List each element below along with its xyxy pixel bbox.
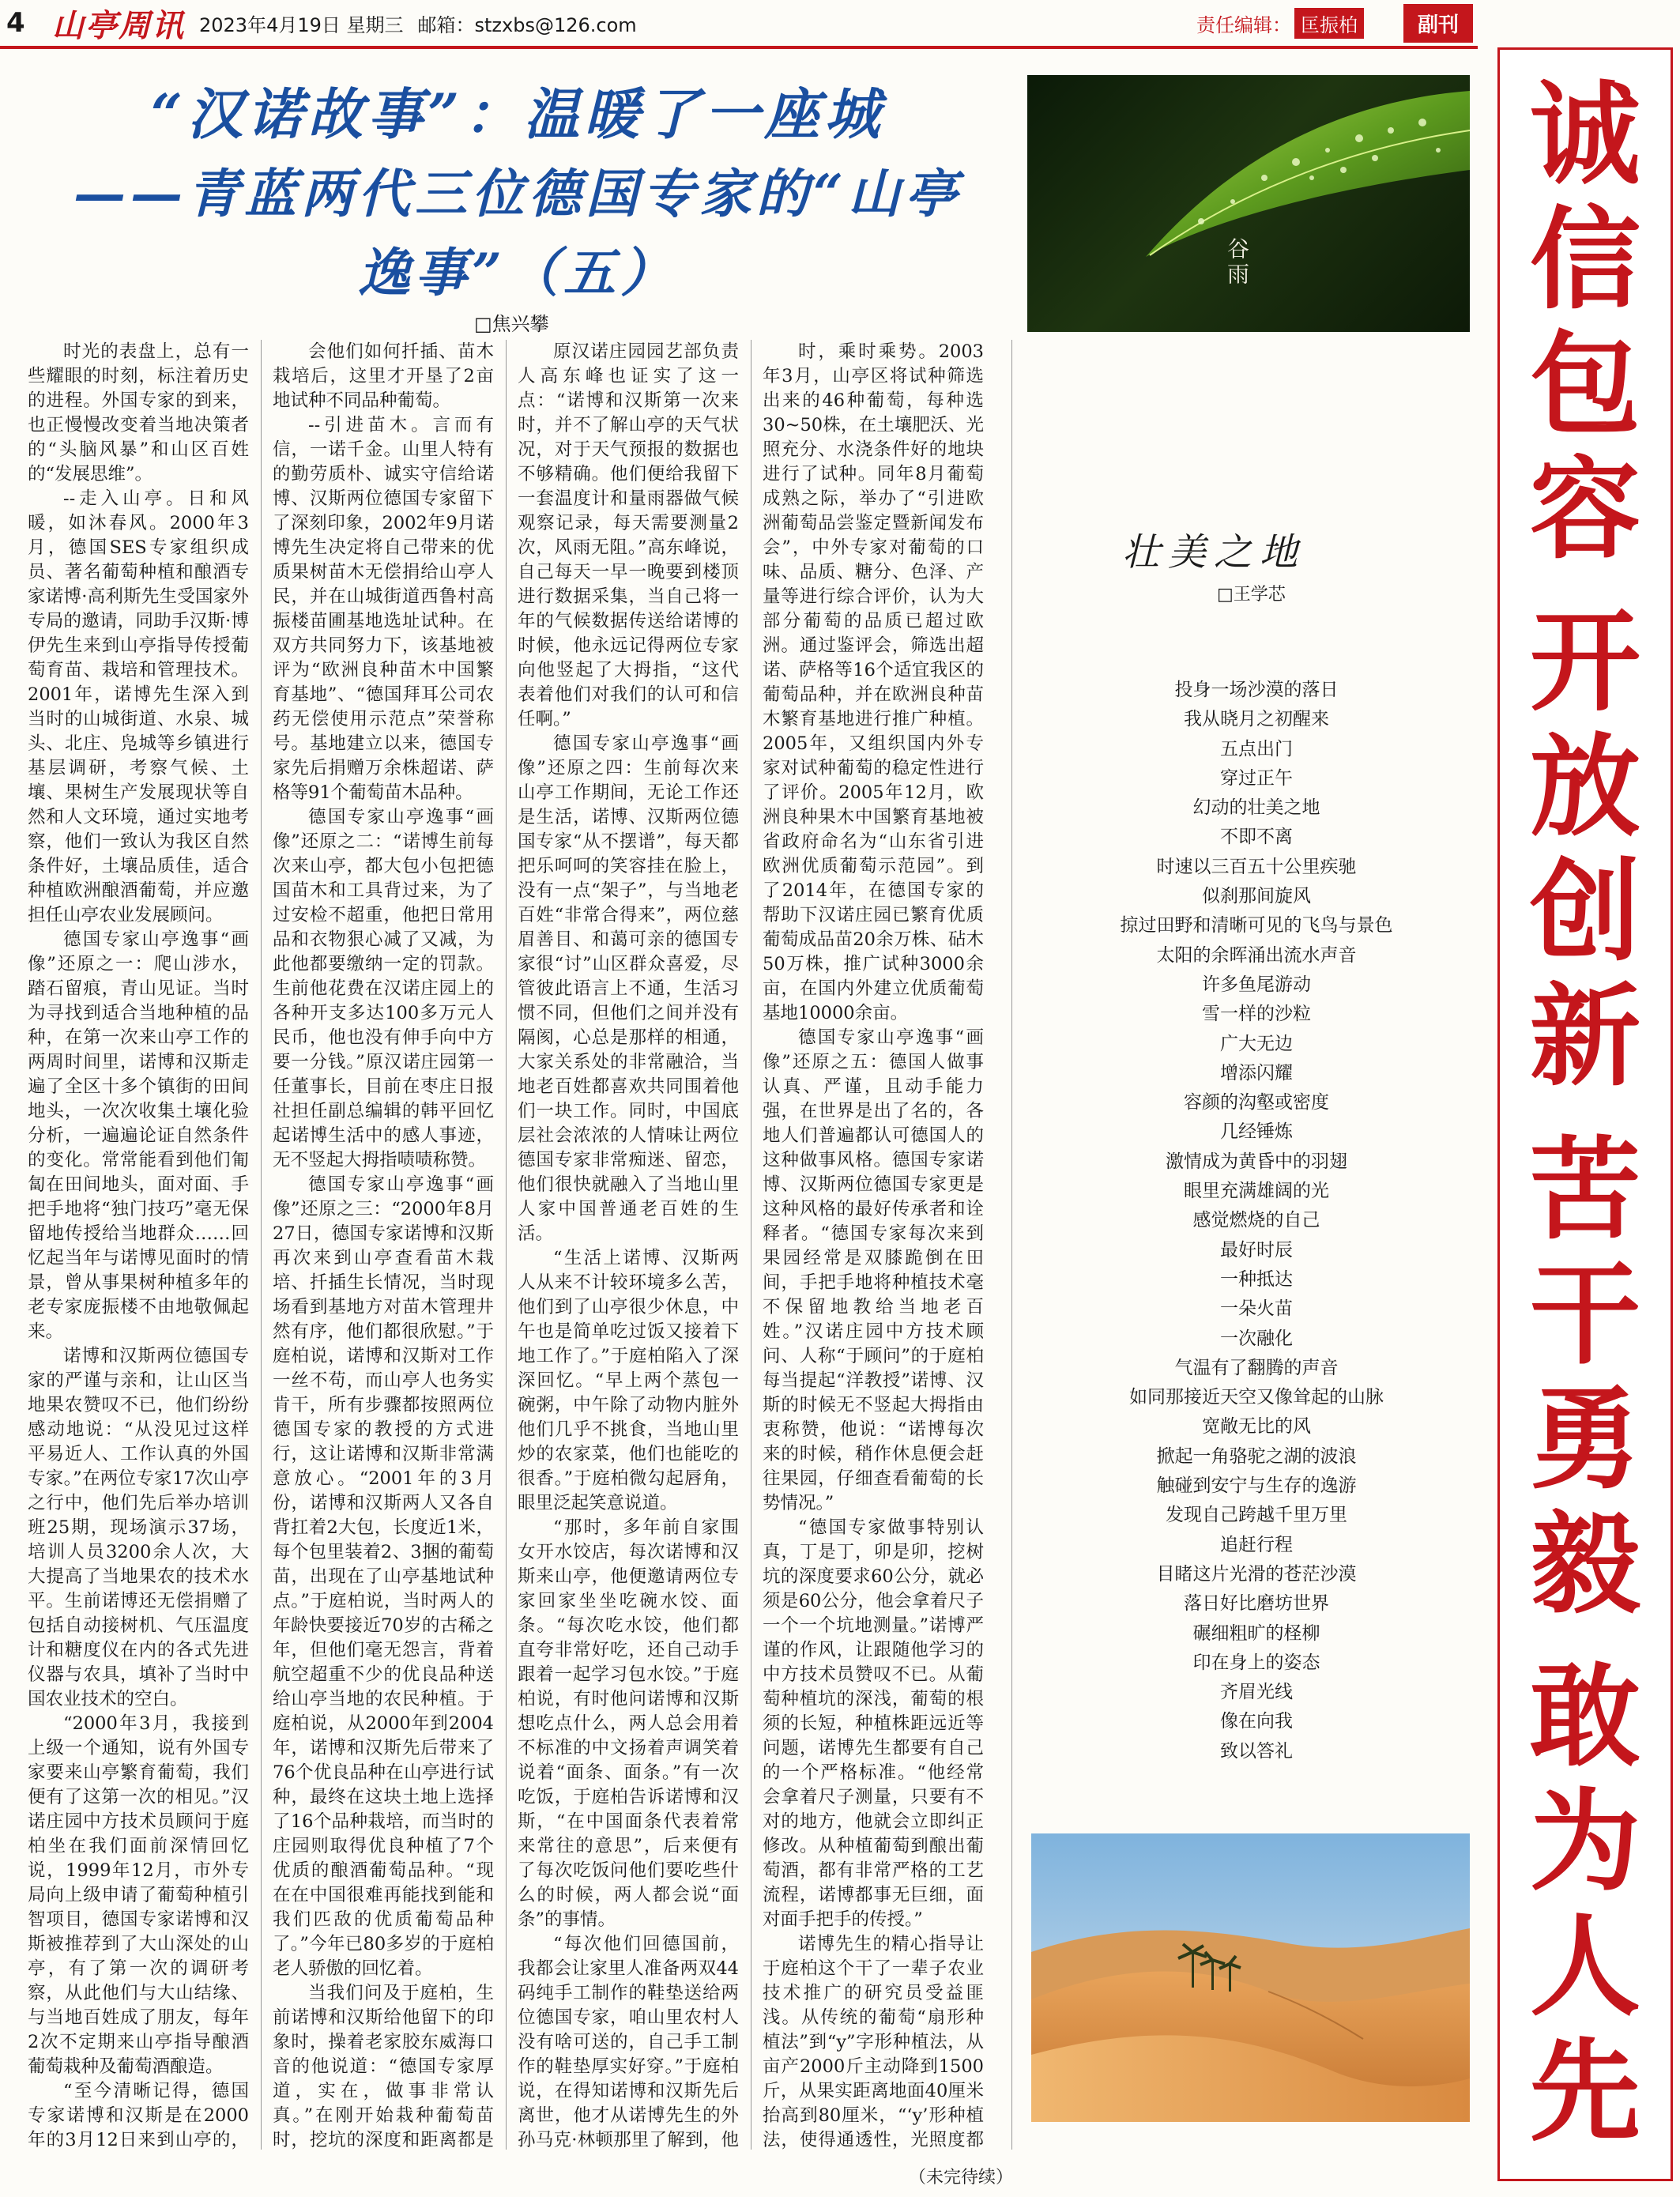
slogan-char: 敢 (1529, 1652, 1640, 1782)
solar-term-label: 谷雨 (1224, 237, 1250, 288)
slogan-char: 新 (1529, 973, 1640, 1102)
slogan-banner (1497, 47, 1673, 2181)
poem-line: 一次融化 (1220, 1328, 1293, 1349)
poem-line: 碾细粗旷的柽柳 (1192, 1622, 1320, 1644)
poem-line: 几经锤炼 (1220, 1121, 1293, 1143)
poem-line: 触碰到安宁与生存的逸游 (1156, 1475, 1357, 1497)
poem-line: 印在身上的姿态 (1192, 1652, 1320, 1673)
header-right (1196, 4, 1478, 43)
article-byline: □焦兴攀 (474, 313, 549, 335)
poem-line: 齐眉光线 (1220, 1682, 1293, 1703)
article-column-1 (28, 340, 249, 2150)
slogan-char: 毅 (1529, 1500, 1640, 1630)
article-title-line2: ——青蓝两代三位德国专家的“山亭 (73, 163, 962, 224)
article-paragraph: 诺博和汉斯两位德国专家的严谨与亲和，让山区当地果农赞叹不已，他们纷纷感动地说：“从没见过这样平易近人、工作认真的外国专家。”在两位专家17次山亭之行中，他们先后举办培训班25期，现场演示37场，培训人员3200余人次，大大提高了当地果农的技术水平。生前诺博还无偿捐赠了包括自动接树机、气压温度计和糖度仪在内的各式先进仪器与农具，填补了当时中国农业技术的空白。 (28, 1346, 249, 1709)
slogan-phrase (1530, 73, 1640, 573)
poem-line: 时速以三百五十公里疾驰 (1156, 856, 1357, 877)
poem-line: 致以答礼 (1220, 1740, 1293, 1762)
slogan-phrase (1529, 1125, 1640, 1630)
editor-name: 匡振柏 (1294, 8, 1364, 39)
poem-line: 气温有了翻腾的声音 (1174, 1357, 1339, 1378)
poem-line: 五点出门 (1220, 738, 1293, 759)
page-header (0, 0, 1478, 49)
poem-line: 眼里充满雄阔的光 (1184, 1181, 1329, 1202)
poem-line: 发现自己跨越千里万里 (1166, 1505, 1347, 1526)
article-paragraph: “德国专家做事特别认真，丁是丁，卯是卯，挖树坑的深度要求60公分，就必须是60公分，他会拿着尺子一个一个坑地测量。”诺博严谨的作风，让跟随他学习的中方技术员赞叹不已。从葡萄种植坑的深浅，葡萄的根须的长短，种植株距远近等问题，诺博先生都要有自己的一个严格标准。“他经常会拿着尺子测量，只要有不对的地方，他就会立即纠正修改。从种植葡萄到酿出葡萄酒，都有非常严格的工艺流程，诺博都事无巨细，面对面手把手的传授。” (763, 1517, 984, 1930)
slogan-text (1529, 598, 1640, 1102)
poem-line: 一朵火苗 (1220, 1298, 1293, 1320)
slogan-char: 信 (1529, 196, 1640, 325)
slogan-char: 开 (1529, 598, 1640, 728)
article-paragraph: 原汉诺庄园园艺部负责人高东峰也证实了这一点：“诺博和汉斯第一次来时，并不了解山亭的天气状况，对于天气预报的数据也不够精确。他们便给我留下一套温度计和量雨器做气候观察记录，每天需要测量2次，风雨无阻。”高东峰说，自己每天一早一晚要到楼顶进行数据采集，当自己将一年的气候数据传送给诺博的时候，他永远记得两位专家向他竖起了大拇指，“这代表着他们对我们的认可和信任啊。” (518, 341, 739, 729)
article-paragraph: 德国专家山亭逸事“画像”还原之一：爬山涉水，踏石留痕，青山见证。当时为寻找到适合当地种植的品种，在第一次来山亭工作的两周时间里，诺博和汉斯走遍了全区十多个镇街的田间地头，一次次收集土壤化验分析，一遍遍论证自然条件的变化。常常能看到他们匍匐在田间地头，面对面、手把手地将“独门技巧”毫无保留地传授给当地群众……回忆起当年与诺博见面时的情景，曾从事果树种植多年的老专家庞振楼不由地敬佩起来。 (28, 929, 249, 1342)
poem-line: 广大无边 (1220, 1033, 1293, 1054)
poem-line: 穿过正午 (1220, 767, 1293, 789)
slogan-char: 创 (1529, 848, 1640, 978)
poem-line: 宽敞无比的风 (1202, 1416, 1311, 1438)
poem-line: 掀起一角骆驼之湖的波浪 (1156, 1445, 1357, 1467)
article-column-2 (273, 340, 494, 2150)
paper-masthead: 山亭周讯 (52, 6, 185, 44)
editor-label: 责任编辑： (1196, 13, 1291, 36)
article-title (24, 75, 1011, 312)
article-paragraph: 德国专家山亭逸事“画像”还原之二：“诺博生前每次来山亭，都大包小包把德国苗木和工具背过来，为了过安检不超重，他把日常用品和衣物狠心减了又减，为此他都要缴纳一定的罚款。生前他花费在汉诺庄园上的各种开支多达100多万元人民币，他也没有伸手向中方要一分钱。”原汉诺庄园第一任董事长，目前在枣庄日报社担任副总编辑的韩平回忆起诺博生活中的感人事迹，无不竖起大拇指啧啧称赞。 (273, 807, 494, 1170)
slogan-char: 人 (1529, 1902, 1640, 2032)
slogan-phrase (1529, 598, 1640, 1102)
slogan-char: 为 (1529, 1777, 1640, 1907)
poem-line: 投身一场沙漠的落日 (1174, 680, 1339, 700)
slogan-char: 包 (1529, 321, 1640, 450)
article-title-line1: “汉诺故事”：温暖了一座城 (150, 81, 885, 147)
slogan-char: 诚 (1529, 71, 1640, 200)
slogan-text (1529, 1652, 1640, 2157)
section-tag: 副刊 (1403, 4, 1473, 43)
poem-line: 激情成为黄昏中的羽翅 (1166, 1151, 1347, 1172)
email-address: 邮箱：stzxbs@126.com (417, 13, 637, 36)
issue-date: 2023年4月19日 星期三 (199, 13, 404, 36)
poem-line: 如同那接近天空又像耸起的山脉 (1129, 1387, 1384, 1408)
column-divider (506, 340, 507, 2150)
column-divider (261, 340, 262, 2150)
article-paragraph: “每次他们回德国前，我都会让家里人准备两双44码纯手工制作的鞋垫送给两位德国专家，咱山里农村人没有啥可送的，自己手工制作的鞋垫厚实好穿。”于庭柏说，在得知诺博和汉斯先后离世，他才从诺博先生的外孙马克·林顿那里了解到，他 (518, 1934, 739, 2150)
article-paragraph: --走入山亭。日和风暖，如沐春风。2000年3月，德国SES专家组织成员、著名葡萄种植和酿酒专家诺博·高利斯先生受国家外专局的邀请，同助手汉斯·博伊先生来到山亭指导传授葡萄育苗、栽培和管理技术。2001年，诺博先生深入到当时的山城街道、水泉、城头、北庄、凫城等乡镇进行基层调研，考察气候、土壤、果树生产发展现状等自然和人文环境，通过实地考察，他们一致认为我区自然条件好，土壤品质佳，适合种植欧洲酿酒葡萄，并应邀担任山亭农业发展顾问。 (28, 488, 249, 925)
article-paragraph: 德国专家山亭逸事“画像”还原之五：德国人做事认真、严谨，且动手能力强，在世界是出了名的，各地人们普遍都认可德国人的这种做事风格。德国专家诺博、汉斯两位德国专家更是这种风格的最好传承者和诠释者。“德国专家每次来到果园经常是双膝跪倒在田间，手把手地将种植技术毫不保留地教给当地老百姓。”汉诺庄园中方技术顾问、人称“于顾问”的于庭柏每当提起“洋教授”诺博、汉斯的时候无不竖起大拇指由衷称赞，他说：“诺博每次来的时候，稍作休息便会赶往果园，仔细查看葡萄的长势情况。” (763, 1027, 984, 1513)
poem-line: 雪一样的沙粒 (1202, 1004, 1311, 1025)
slogan-char: 苦 (1529, 1125, 1640, 1255)
poem-line: 似刹那间旋风 (1202, 886, 1311, 907)
poem-line: 最好时辰 (1220, 1239, 1293, 1261)
desert-image (1031, 1833, 1470, 2122)
poem-author: □王学芯 (1217, 585, 1286, 605)
to-be-continued: （未完待续） (909, 2168, 1014, 2188)
poem-line: 像在向我 (1220, 1711, 1293, 1732)
page-number: 4 (6, 7, 25, 39)
article-paragraph: 时，乘时乘势。2003年3月，山亭区将试种筛选出来的46种葡萄，每种选30~50株，在土壤肥沃、光照充分、水浇条件好的地块进行了试种。同年8月葡萄成熟之际，举办了“引进欧洲葡萄品尝鉴定暨新闻发布会”，中外专家对葡萄的口味、品质、糖分、色泽、产量等进行综合评价，认为大部分葡萄的品质已超过欧洲。通过鉴评会，筛选出超诺、萨格等16个适宜我区的葡萄品种，并在欧洲良种苗木繁育基地进行推广种植。2005年，又组织国内外专家对试种葡萄的稳定性进行了评价。2005年12月，欧洲良种果木中国繁育基地被省政府命名为“山东省引进欧洲优质葡萄示范园”。到了2014年，在德国专家的帮助下汉诺庄园已繁育优质葡萄成品苗20余万株、砧木50万株，推广试种3000余亩，在国内外建立优质葡萄基地10000余亩。 (763, 341, 984, 1023)
poem-line: 不即不离 (1220, 827, 1293, 848)
poem-line: 感觉燃烧的自己 (1192, 1210, 1320, 1231)
slogan-char: 放 (1529, 723, 1640, 853)
article-paragraph: “2000年3月，我接到上级一个通知，说有外国专家要来山亭繁育葡萄，我们便有了这第一次的相见。”汉诺庄园中方技术员顾问于庭柏坐在我们面前深情回忆说，1999年12月，市外专局向上级申请了葡萄种植引智项目，德国专家诺博和汉斯被推荐到了大山深处的山亭，有了第一次的调研考察，从此他们与大山结缘、与当地百姓成了朋友，每年2次不定期来山亭指导酿酒葡萄栽种及葡萄酒酿造。 (28, 1713, 249, 2077)
poem-line: 追赶行程 (1220, 1534, 1293, 1555)
poem-line: 我从晓月之初醒来 (1184, 709, 1329, 730)
article-paragraph: 时光的表盘上，总有一些耀眼的时刻，标注着历史的进程。外国专家的到来，也正慢慢改变着当地决策者的“头脑风暴”和山区百姓的“发展思维”。 (28, 341, 249, 484)
article-column-3 (518, 340, 739, 2150)
slogan-text (1530, 73, 1640, 573)
article-paragraph: --引进苗木。言而有信，一诺千金。山里人特有的勤劳质朴、诚实守信给诺博、汉斯两位德国专家留下了深刻印象，2002年9月诺博先生决定将自己带来的优质果树苗木无偿捐给山亭人民，并在山城街道西鲁村高振楼苗圃基地选址试种。在双方共同努力下，该基地被评为“欧洲良种苗木中国繁育基地”、“德国拜耳公司农药无偿使用示范点”荣誉称号。基地建立以来，德国专家先后捐赠万余株超诺、萨格等91个葡萄苗木品种。 (273, 415, 494, 803)
slogan-text (1529, 1125, 1640, 1630)
article-column-4 (763, 340, 984, 2150)
article-paragraph: “生活上诺博、汉斯两人从来不计较环境多么苦，他们到了山亭很少休息，中午也是简单吃过饭又接着下地工作了。”于庭柏陷入了深深回忆。“早上两个蒸包一碗粥，中午除了动物内脏外他们几乎不挑食，当地山里炒的农家菜，他们也能吃的很香。”于庭柏微勾起唇角，眼里泛起笑意说道。 (518, 1248, 739, 1513)
poem-body (1059, 676, 1454, 1766)
article-paragraph: 诺博先生的精心指导让于庭柏这个干了一辈子农业技术推广的研究员受益匪浅。从传统的葡萄“扇形种植法”到“y”字形种植法，从亩产2000斤主动降到1500斤，从果实距离地面40厘米抬高到80厘米，“‘y’形种植法，使得通透性，光照度都 (763, 1934, 984, 2150)
leaf-raindrop-image (1027, 75, 1470, 332)
poem-line: 掠过田野和清晰可见的飞鸟与景色 (1120, 915, 1393, 936)
poem-line: 容颜的沟壑或密度 (1184, 1092, 1329, 1114)
poem-line: 太阳的余晖涌出流水声音 (1156, 944, 1357, 966)
poem-line: 幻动的壮美之地 (1192, 797, 1320, 819)
poem-title: 壮美之地 (1122, 530, 1306, 575)
article-paragraph: “那时，多年前自家围女开水饺店，每次诺博和汉斯来山亭，他便邀请两位专家回家坐坐吃碗水饺、面条。“每次吃水饺，他们都直夸非常好吃，还自己动手跟着一起学习包水饺。”于庭柏说，有时他问诺博和汉斯想吃点什么，两人总会用着不标准的中文扬着声调笑着说着“面条、面条。”有一次吃饭，于庭柏告诉诺博和汉斯，“在中国面条代表着常来常往的意思”，后来便有了每次吃饭问他们要吃些什么的时候，两人都会说“面条”的事情。 (518, 1517, 739, 1930)
slogan-char: 勇 (1529, 1375, 1640, 1505)
article-paragraph: 当我们问及于庭柏，生前诺博和汉斯给他留下的印象时，操着老家胶东威海口音的他说道：“德国专家厚道，实在，做事非常认真。”在刚开始栽种葡萄苗时，挖坑的深度和距离都是 (273, 1983, 494, 2150)
article-paragraph: 会他们如何扦插、苗木栽培后，这里才开垦了2亩地试种不同品种葡萄。 (273, 341, 494, 411)
article-title-line3: 逸事”（五） (358, 242, 677, 303)
slogan-char: 干 (1529, 1250, 1640, 1380)
article-paragraph: 德国专家山亭逸事“画像”还原之三：“2000年8月27日，德国专家诺博和汉斯再次来到山亭查看苗木栽培、扦插生长情况，当时现场看到基地方对苗木管理井然有序，他们都很欣慰。”于庭柏说，诺博和汉斯对工作一丝不苟，而山亭人也务实肯干，所有步骤都按照两位德国专家的教授的方式进行，这让诺博和汉斯非常满意放心。“2001年的3月份，诺博和汉斯两人又各自背扛着2大包，长度近1米，每个包里装着2、3捆的葡萄苗，出现在了山亭基地试种点。”于庭柏说，当时两人的年龄快要接近70岁的古稀之年，但他们毫无怨言，背着航空超重不少的优良品种送给山亭当地的农民种植。于庭柏说，从2000年到2004年，诺博和汉斯先后带来了76个优良品种在山亭进行试种，最终在这块土地上选择了16个品种栽培，而当时的庄园则取得优良种植了7个优质的酿酒葡萄品种。“现在在中国很难再能找到能和我们匹敌的优质葡萄品种了。”今年已80多岁的于庭柏老人骄傲的回忆着。 (273, 1174, 494, 1979)
article-paragraph: “至今清晰记得，德国专家诺博和汉斯是在2000年的3月12日来到山亭的， (28, 2081, 249, 2150)
article-paragraph: 德国专家山亭逸事“画像”还原之四：生前每次来山亭工作期间，无论工作还是生活，诺博、汉斯两位德国专家“从不摆谱”，每天都把乐呵呵的笑容挂在脸上，没有一点“架子”，与当地老百姓“非常合得来”，两位慈眉善目、和蔼可亲的德国专家很“讨”山区群众喜爱，尽管彼此语言上不通，生活习惯不同，但他们之间并没有隔阂，心总是那样的相通，大家关系处的非常融洽，当地老百姓都喜欢共同围着他们一块工作。同时，中国底层社会浓浓的人情味让两位德国专家非常痴迷、留恋，他们很快就融入了当地山里人家中国普通老百姓的生活。 (518, 733, 739, 1244)
poem-line: 许多鱼尾游动 (1202, 974, 1311, 995)
poem-line: 增添闪耀 (1220, 1062, 1293, 1083)
poem-line: 落日好比磨坊世界 (1184, 1593, 1329, 1615)
slogan-char: 容 (1529, 446, 1640, 575)
poem-line: 一种抵达 (1220, 1268, 1293, 1290)
slogan-phrase (1529, 1652, 1640, 2157)
poem-line: 目睹这片光滑的苍茫沙漠 (1156, 1563, 1357, 1585)
column-divider (1011, 340, 1012, 2150)
slogan-char: 先 (1529, 2027, 1640, 2157)
